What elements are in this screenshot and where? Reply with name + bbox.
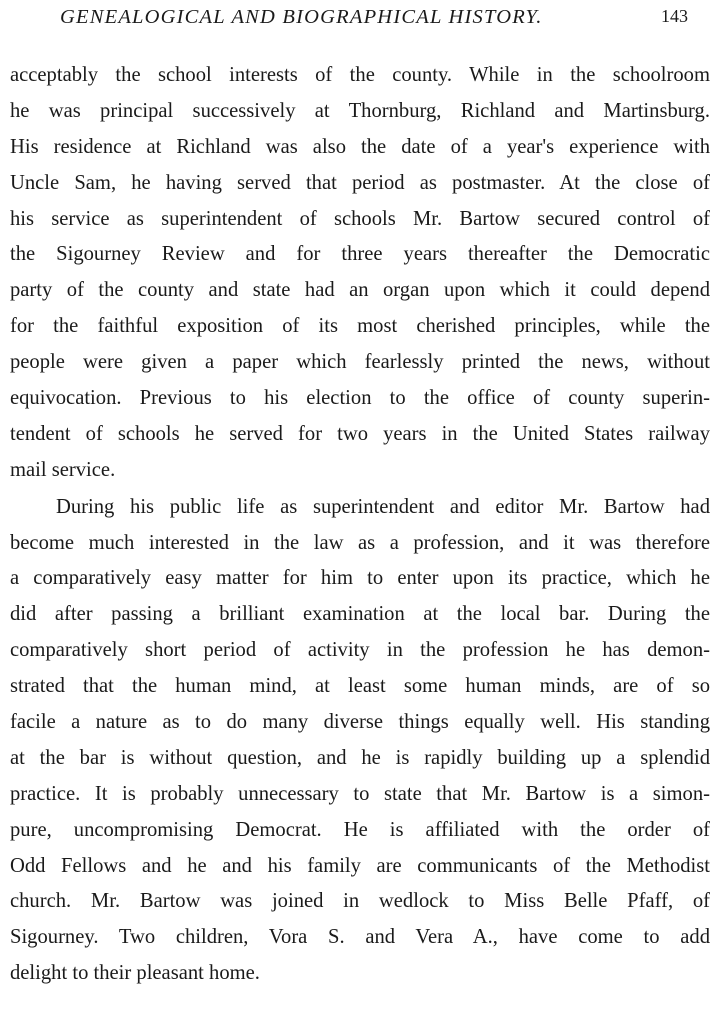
text-line: the Sigourney Review and for three years thereafter the Democratic (10, 243, 710, 266)
text-line: pure, uncompromising Democrat. He is affiliated with the order of (10, 818, 710, 841)
paragraph-2 (10, 490, 710, 992)
text-line: Uncle Sam, he having served that period as postmaster. At the close of (10, 171, 710, 194)
text-line: church. Mr. Bartow was joined in wedlock to Miss Belle Pfaff, of (10, 890, 710, 913)
text-line: tendent of schools he served for two years in the United States railway (10, 422, 710, 445)
text-line: party of the county and state had an organ upon which it could depend (10, 279, 710, 302)
text-line: become much interested in the law as a profession, and it was therefore (10, 531, 710, 554)
paragraph-1 (10, 58, 710, 489)
text-line: at the bar is without question, and he is rapidly building up a splendid (10, 746, 710, 769)
text-line: comparatively short period of activity in the profession he has demon- (10, 639, 710, 662)
text-line: His residence at Richland was also the date of a year's experience with (10, 135, 710, 158)
text-line: his service as superintendent of schools Mr. Bartow secured control of (10, 207, 710, 230)
text-line: equivocation. Previous to his election to the office of county superin- (10, 387, 710, 410)
text-line: practice. It is probably unnecessary to state that Mr. Bartow is a simon- (10, 782, 710, 805)
text-line: a comparatively easy matter for him to enter upon its practice, which he (10, 567, 710, 590)
text-line: people were given a paper which fearlessly printed the news, without (10, 351, 710, 374)
text-line: did after passing a brilliant examination at the local bar. During the (10, 603, 710, 626)
text-line: strated that the human mind, at least some human minds, are of so (10, 675, 710, 698)
text-line: he was principal successively at Thornburg, Richland and Martinsburg. (10, 99, 710, 122)
text-line: Sigourney. Two children, Vora S. and Vera A., have come to add (10, 926, 710, 949)
text-line: acceptably the school interests of the county. While in the schoolroom (10, 64, 710, 86)
text-line: facile a nature as to do many diverse things equally well. His standing (10, 711, 710, 734)
text-line: mail service. (10, 458, 116, 481)
running-title: GENEALOGICAL AND BIOGRAPHICAL HISTORY. (60, 6, 543, 28)
text-line: Odd Fellows and he and his family are communicants of the Methodist (10, 854, 710, 877)
page-number: 143 (661, 6, 688, 26)
text-line: delight to their pleasant home. (10, 962, 260, 985)
text-line: for the faithful exposition of its most cherished principles, while the (10, 315, 710, 338)
text-line: During his public life as superintendent and editor Mr. Bartow had (56, 495, 710, 518)
body-text (10, 58, 710, 992)
